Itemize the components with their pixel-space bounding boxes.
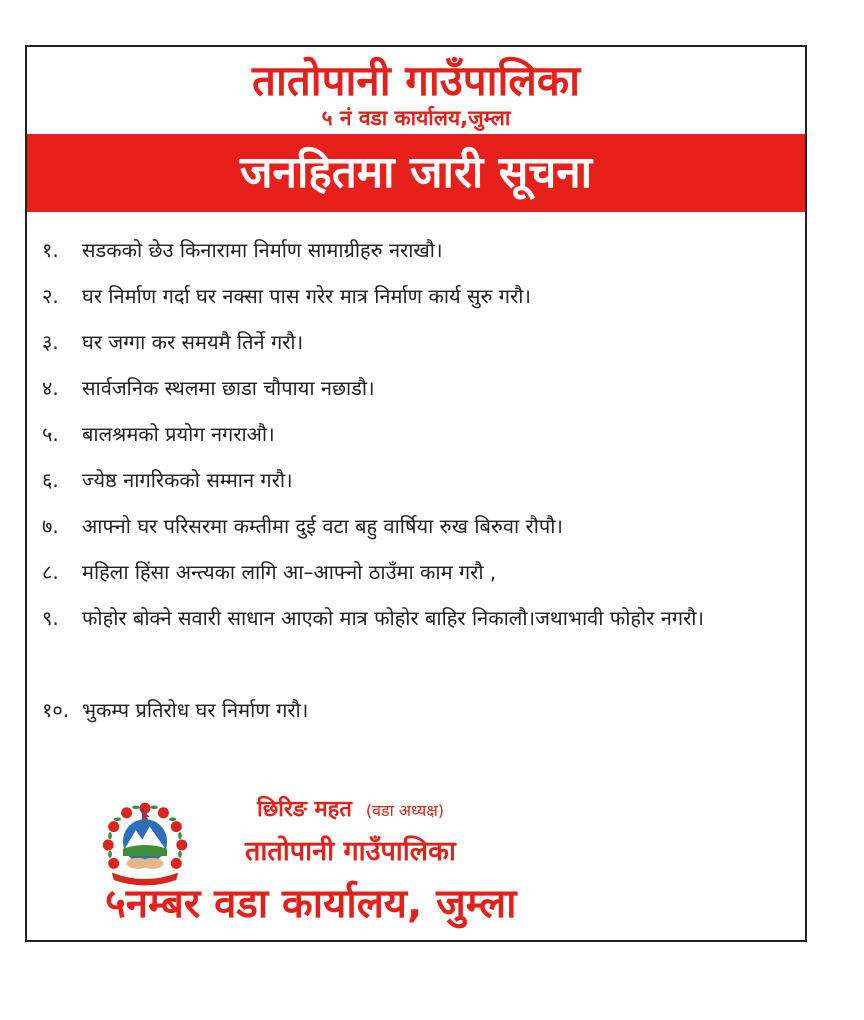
notice-item (42, 457, 795, 503)
notice-text: ज्येष्ठ नागरिकको सम्मान गरौ। (82, 468, 293, 492)
notice-text: घर जग्गा कर समयमै तिर्ने गरौ। (82, 330, 304, 354)
notice-number: ८. (42, 560, 59, 584)
notice-banner: जनहितमा जारी सूचना (27, 134, 805, 212)
ward-office-subtitle: ५ नं वडा कार्यालय,जुम्ला (321, 106, 511, 130)
notice-text: भुकम्प प्रतिरोध घर निर्माण गरौ। (82, 698, 309, 722)
notice-text: फोहोर बोक्ने सवारी साधान आएको मात्र फोहोर बाहिर निकालौ।जथाभावी फोहोर नगरौ। (82, 606, 705, 630)
notice-list (42, 227, 795, 733)
notice-item (42, 273, 795, 319)
notice-number: ५. (42, 422, 59, 446)
notice-number: १. (42, 238, 59, 262)
signatory-name: छिरिङ महत (257, 797, 352, 822)
notice-text: घर निर्माण गर्दा घर नक्सा पास गरेर मात्र निर्माण कार्य सुरु गरौ। (82, 284, 532, 308)
notice-item (42, 227, 795, 273)
notice-text: महिला हिंसा अन्त्यका लागि आ–आफ्नो ठाउँमा काम गरौ , (82, 560, 497, 584)
nepal-government-emblem-icon (99, 799, 191, 891)
notice-number: ९. (42, 606, 59, 630)
notice-item (42, 687, 795, 733)
notice-item (42, 549, 795, 595)
notice-number: १०. (42, 698, 70, 722)
signature-org: तातोपानी गाउँपालिका (245, 836, 456, 867)
notice-item (42, 411, 795, 457)
notice-text: सार्वजनिक स्थलमा छाडा चौपाया नछाडौ। (82, 376, 375, 400)
notice-number: ६. (42, 468, 59, 492)
notice-frame (25, 45, 807, 942)
notice-number: ३. (42, 330, 59, 354)
notice-text: सडकको छेउ किनारामा निर्माण सामाग्रीहरु नराखौ। (82, 238, 443, 262)
notice-item (42, 365, 795, 411)
signature-office: ५नम्बर वडा कार्यालय, जुम्ला (105, 881, 517, 927)
ward-chair-signature (257, 796, 444, 825)
notice-number: ४. (42, 376, 59, 400)
notice-item (42, 319, 795, 365)
notice-number: २. (42, 284, 59, 308)
notice-item (42, 503, 795, 549)
notice-item (42, 595, 795, 687)
org-title: तातोपानी गाउँपालिका (252, 56, 580, 105)
notice-text: बालश्रमको प्रयोग नगराऔ। (82, 422, 275, 446)
notice-number: ७. (42, 514, 59, 538)
notice-text: आफ्नो घर परिसरमा कम्तीमा दुई वटा बहु वार्षिया रुख बिरुवा रौपौ। (82, 514, 564, 538)
signatory-role: (वडा अध्यक्ष) (365, 801, 445, 820)
